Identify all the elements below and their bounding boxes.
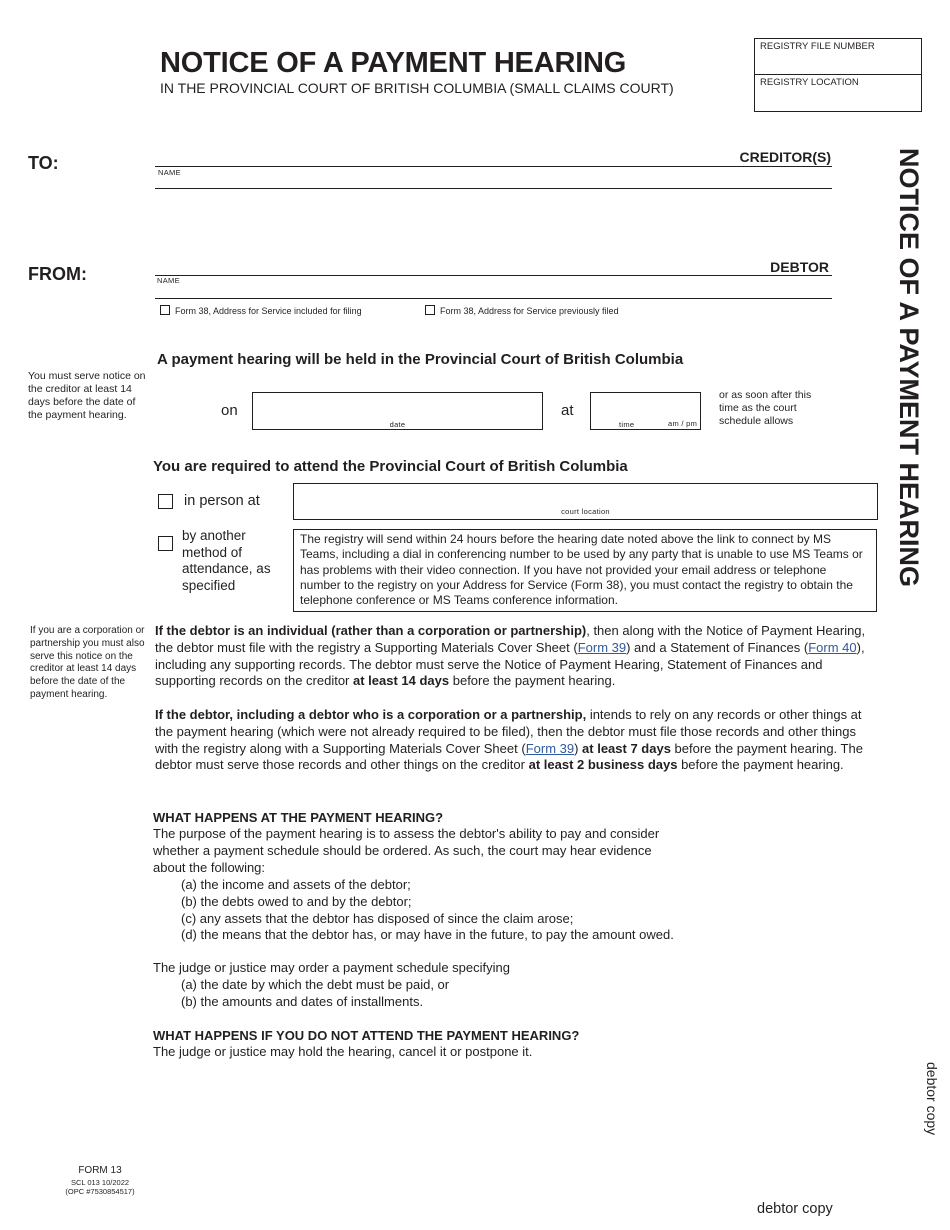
- list-item: (a) the income and assets of the debtor;: [181, 877, 411, 892]
- individual-debtor-paragraph: If the debtor is an individual (rather than a corporation or partnership), then along with the Notice of Payment Hearing, the debtor must file with the registry a Supporting Materials Cover Sheet (Form 39) and a Statement of Finances (Form 40), including any supporting records. The debtor must serve the Notice of Payment Hearing, Statement of Finances and supporting records on the creditor at least 14 days before the payment hearing.: [155, 623, 866, 689]
- corporation-debtor-paragraph: If the debtor, including a debtor who is a corporation or a partnership, intends to rely on any records or other things at the payment hearing (which were not already required to be filed), then the debtor must file those records and other things with the registry along with a Supporting Materials Cover Sheet (Form 39) at least 7 days before the payment hearing. The debtor must serve those records and other things on the creditor at least 2 business days before the payment hearing.: [155, 707, 863, 773]
- ampm-label: am / pm: [668, 419, 698, 428]
- registry-file-number-label: REGISTRY FILE NUMBER: [760, 41, 875, 52]
- what-happens-intro: The purpose of the payment hearing is to assess the debtor's ability to pay and consider whether a payment schedule should be ordered. As such, the court may hear evidence about the following:: [153, 826, 660, 875]
- attend-heading: You are required to attend the Provincial Court of British Columbia: [153, 458, 628, 475]
- hearing-time-field[interactable]: [590, 392, 701, 430]
- debtor-copy-label: debtor copy: [757, 1201, 833, 1217]
- debtor-name-field[interactable]: [155, 276, 832, 298]
- registry-location-field[interactable]: [755, 75, 921, 111]
- page-title: NOTICE OF A PAYMENT HEARING: [160, 47, 627, 79]
- schedule-list: [181, 977, 449, 1011]
- debtor-role-label: DEBTOR: [770, 259, 829, 275]
- list-item: (a) the date by which the debt must be paid, or: [181, 977, 450, 992]
- list-item: (c) any assets that the debtor has disposed of since the claim arose;: [181, 910, 574, 926]
- other-method-checkbox[interactable]: [158, 536, 173, 551]
- registry-box: [754, 38, 922, 112]
- time-label: time: [619, 420, 635, 429]
- to-label: TO:: [28, 153, 59, 173]
- other-method-info-text: The registry will send within 24 hours before the hearing date noted above the link to connect by MS Teams, including a dial in conferencing number to be used by any party that is unable to use MS Teams or has problems with their video connection. If you have not provided your email address or telephone number to the registry on your Address for Service (Form 38), you must contact the registry to obtain the telephone conference or MS Teams conference information.: [300, 532, 863, 608]
- soon-after-note: or as soon after this time as the court schedule allows: [719, 389, 812, 427]
- hearing-heading: A payment hearing will be held in the Provincial Court of British Columbia: [157, 351, 684, 368]
- form38-included-checkbox[interactable]: [160, 305, 170, 315]
- registry-location-label: REGISTRY LOCATION: [760, 77, 859, 88]
- registry-file-number-field[interactable]: [755, 39, 921, 75]
- hearing-date-field[interactable]: [252, 392, 543, 430]
- form38-included-label: Form 38, Address for Service included for filing: [175, 306, 362, 316]
- page-subtitle: IN THE PROVINCIAL COURT OF BRITISH COLUMBIA (SMALL CLAIMS COURT): [160, 80, 674, 96]
- vertical-debtor-copy: debtor copy: [924, 1062, 940, 1136]
- on-label: on: [221, 402, 238, 419]
- in-person-label: in person at: [184, 493, 260, 509]
- what-happens-heading: WHAT HAPPENS AT THE PAYMENT HEARING?: [153, 810, 444, 825]
- creditor-name-label: NAME: [158, 168, 181, 177]
- list-item: (d) the means that the debtor has, or may have in the future, to pay the amount owed.: [181, 927, 674, 943]
- debtor-name-bottom-line: [155, 298, 832, 299]
- form-39-link-2[interactable]: Form 39: [525, 740, 575, 756]
- form38-previously-filed-label: Form 38, Address for Service previously filed: [440, 306, 619, 316]
- vertical-title: NOTICE OF A PAYMENT HEARING: [894, 148, 924, 588]
- list-item: (b) the amounts and dates of installments.: [181, 993, 424, 1009]
- creditor-name-bottom-line: [155, 188, 832, 189]
- corporation-serve-note: If you are a corporation or partnership you must also serve this notice on the creditor at least 14 days before the date of the payment hearing.: [30, 625, 145, 700]
- at-label: at: [561, 402, 574, 419]
- list-item: (b) the debts owed to and by the debtor;: [181, 893, 412, 909]
- debtor-name-label: NAME: [157, 276, 180, 285]
- date-label: date: [389, 420, 406, 429]
- not-attend-text: The judge or justice may hold the hearing, cancel it or postpone it.: [153, 1044, 533, 1059]
- other-method-label: by another method of attendance, as specified: [182, 528, 271, 593]
- creditor-name-field[interactable]: [155, 167, 832, 189]
- in-person-checkbox[interactable]: [158, 494, 173, 509]
- what-happens-list: [181, 877, 674, 944]
- form-39-link[interactable]: Form 39: [577, 639, 627, 655]
- form38-previously-filed-checkbox[interactable]: [425, 305, 435, 315]
- court-location-field[interactable]: [293, 483, 878, 520]
- form-40-link[interactable]: Form 40: [808, 639, 857, 655]
- form-number: FORM 13: [78, 1165, 122, 1176]
- other-method-info-box: [293, 529, 877, 612]
- judge-schedule-line: The judge or justice may order a payment schedule specifying: [153, 960, 510, 975]
- creditor-role-label: CREDITOR(S): [739, 149, 831, 165]
- not-attend-heading: WHAT HAPPENS IF YOU DO NOT ATTEND THE PAYMENT HEARING?: [153, 1028, 580, 1043]
- opc-number: (OPC #7530854517): [65, 1187, 135, 1196]
- court-location-label: court location: [561, 507, 610, 516]
- form-code: SCL 013 10/2022: [70, 1178, 130, 1187]
- serve-notice-note: You must serve notice on the creditor at least 14 days before the date of the payment hearing.: [28, 370, 146, 421]
- from-label: FROM:: [28, 264, 87, 284]
